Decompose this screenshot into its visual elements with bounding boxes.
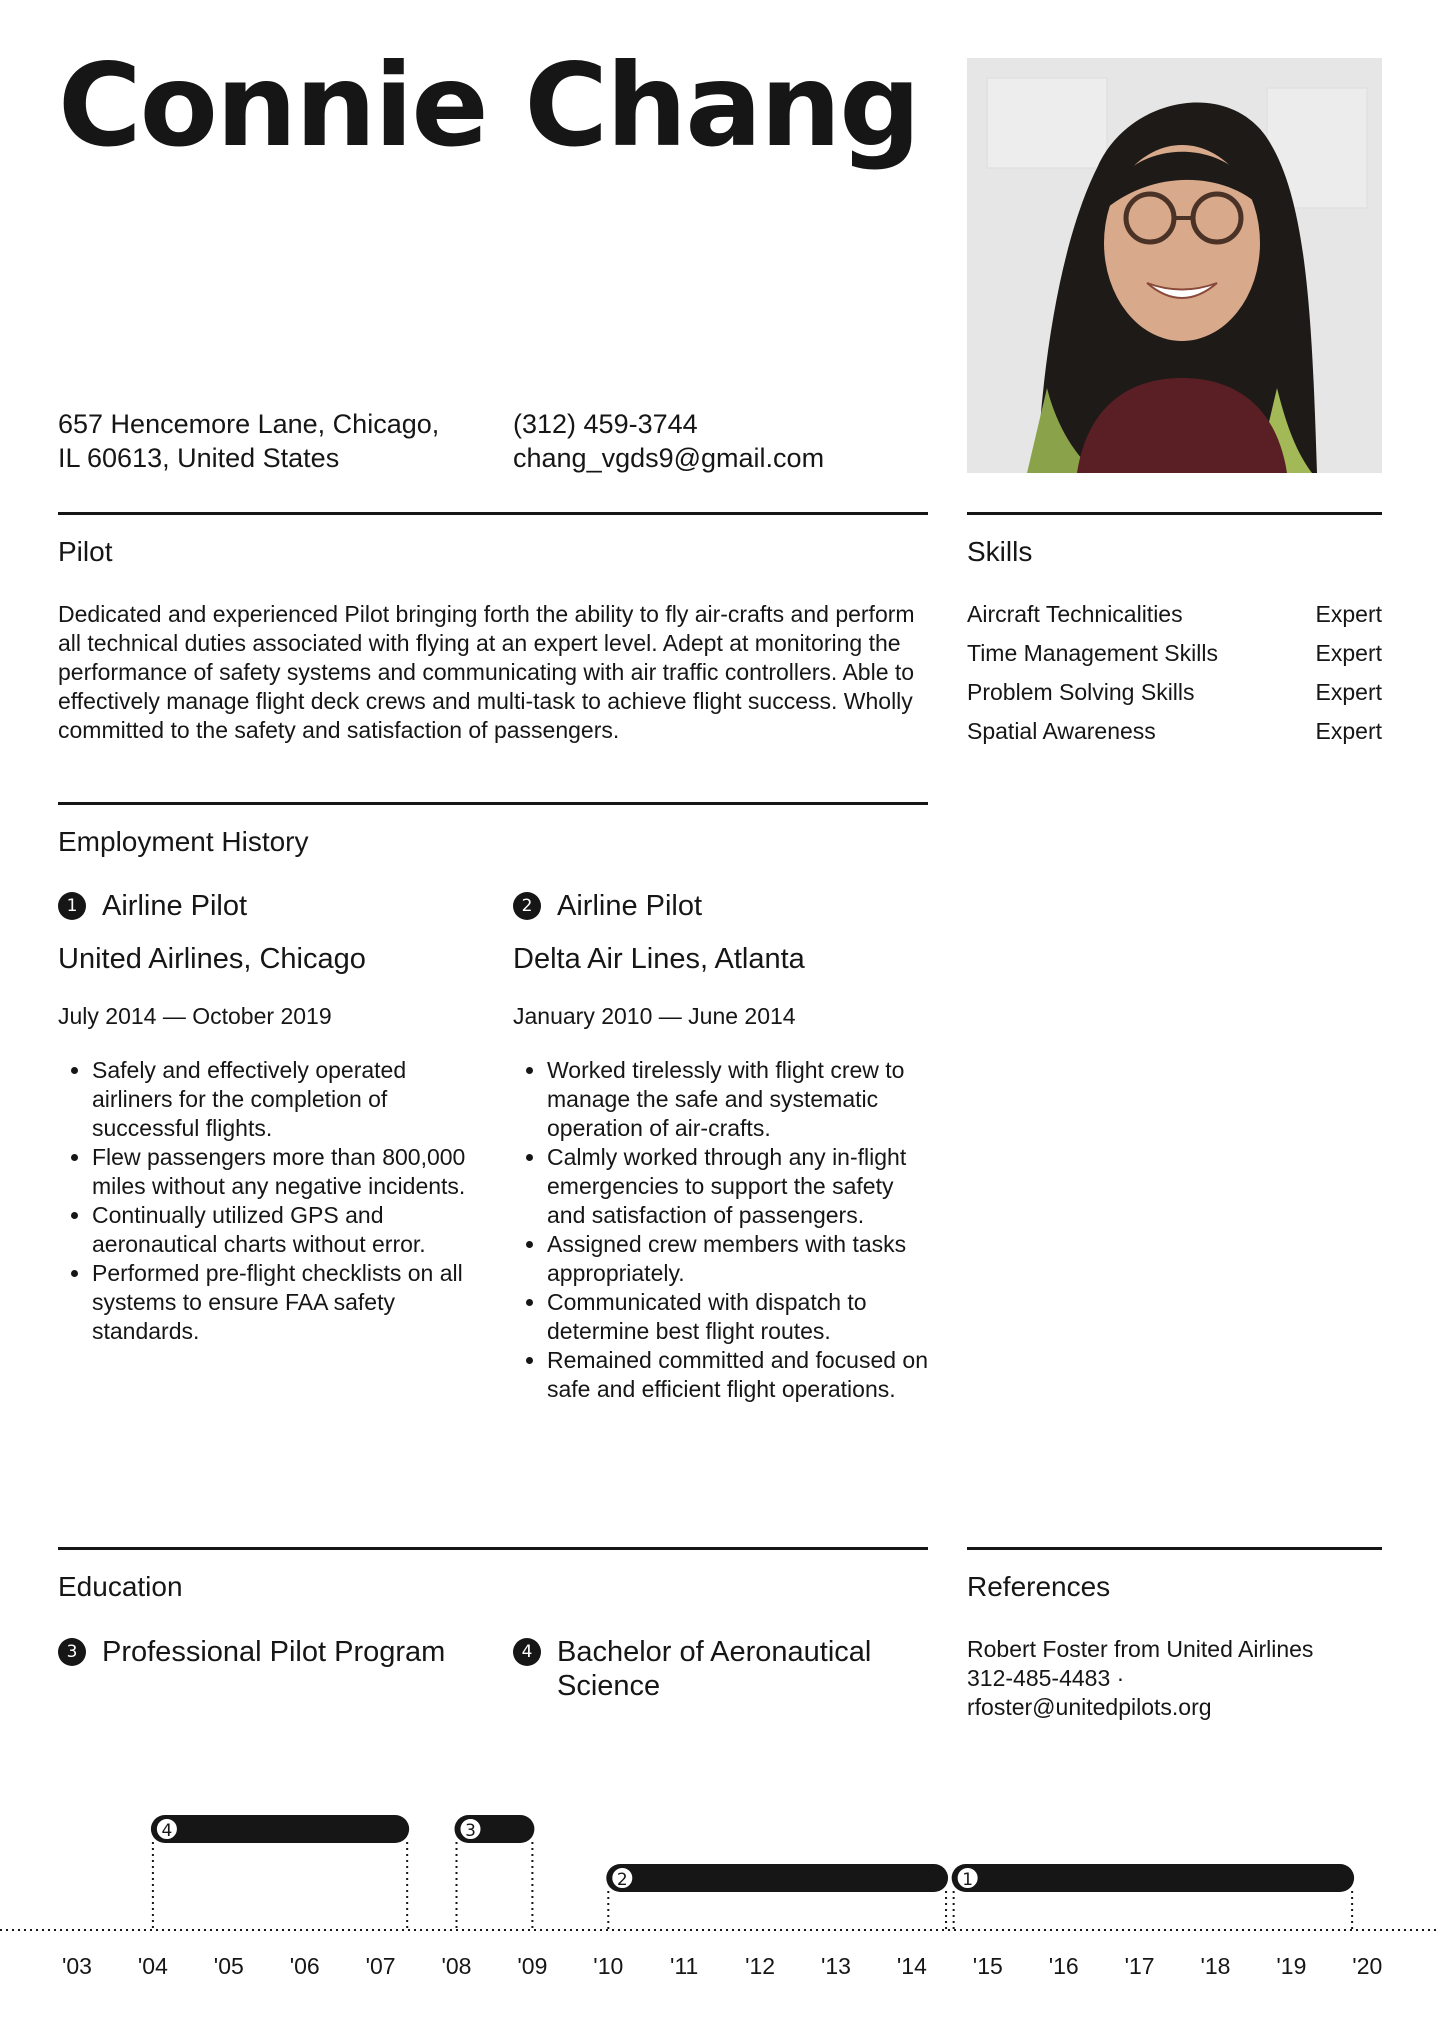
section-divider: [967, 512, 1382, 515]
timeline-year-label: '06: [289, 1953, 320, 1979]
timeline-year-label: '08: [441, 1953, 472, 1979]
job-bullet: • Performed pre-flight checklists on all systems to ensure FAA safety standards.: [92, 1259, 473, 1346]
timeline-bar-number: 3: [465, 1821, 476, 1841]
address-line-2: IL 60613, United States: [58, 443, 340, 473]
job-number-badge: 1: [58, 892, 86, 920]
timeline-year-label: '12: [745, 1953, 776, 1979]
timeline-year-label: '17: [1124, 1953, 1155, 1979]
section-divider: [58, 802, 928, 805]
address-line-1: 657 Hencemore Lane, Chicago,: [58, 409, 440, 439]
timeline-year-label: '14: [896, 1953, 927, 1979]
education-number-badge: 3: [58, 1638, 86, 1666]
job-bullet: • Flew passengers more than 800,000 miles without any negative incidents.: [92, 1143, 473, 1201]
job-entry: [58, 888, 473, 1346]
education-number-badge: 4: [513, 1638, 541, 1666]
education-heading: Education: [58, 1571, 183, 1602]
skill-name: Spatial Awareness: [967, 718, 1156, 744]
job-bullet: • Worked tirelessly with flight crew to manage the safe and systematic operation of air-crafts.: [547, 1056, 933, 1143]
job-bullet: • Safely and effectively operated airliners for the completion of successful flights.: [92, 1056, 473, 1143]
reference-name: Robert Foster from United Airlines: [967, 1636, 1314, 1662]
skill-row: [967, 678, 1382, 707]
job-number-badge: 2: [513, 892, 541, 920]
skill-row: [967, 717, 1382, 746]
skill-level: Expert: [1315, 718, 1382, 744]
timeline-year-label: '09: [517, 1953, 548, 1979]
education-title: Professional Pilot Program: [102, 1636, 446, 1668]
profile-photo: [967, 58, 1382, 473]
timeline-year-label: '19: [1276, 1953, 1307, 1979]
job-title: [513, 888, 933, 924]
education-entry: [58, 1635, 478, 1669]
timeline-year-label: '05: [213, 1953, 244, 1979]
timeline-year-label: '11: [670, 1953, 699, 1979]
job-bullet: • Continually utilized GPS and aeronautical charts without error.: [92, 1201, 473, 1259]
skill-name: Problem Solving Skills: [967, 679, 1195, 705]
job-bullet: • Calmly worked through any in-flight emergencies to support the safety and satisfaction of passengers.: [547, 1143, 933, 1230]
skill-level: Expert: [1315, 601, 1382, 627]
phone-number: (312) 459-3744: [513, 409, 698, 439]
section-divider: [967, 1547, 1382, 1550]
job-title-text: Airline Pilot: [102, 890, 248, 922]
section-divider: [58, 512, 928, 515]
job-bullet: • Communicated with dispatch to determine best flight routes.: [547, 1288, 933, 1346]
profile-heading: Pilot: [58, 536, 113, 567]
job-entry: [513, 888, 933, 1404]
timeline-year-label: '16: [1048, 1953, 1079, 1979]
email-address: chang_vgds9@gmail.com: [513, 443, 825, 473]
job-bullets: [58, 1056, 473, 1346]
reference-email: rfoster@unitedpilots.org: [967, 1694, 1212, 1720]
timeline-year-label: '10: [593, 1953, 624, 1979]
job-company: United Airlines, Chicago: [58, 943, 366, 975]
timeline-year-label: '04: [137, 1953, 168, 1979]
skill-name: Aircraft Technicalities: [967, 601, 1183, 627]
job-title: [58, 888, 473, 924]
education-entry: [513, 1635, 913, 1703]
timeline-year-label: '13: [821, 1953, 851, 1979]
timeline-bar-number: 2: [616, 1870, 628, 1890]
timeline-bar: [952, 1864, 1354, 1892]
job-company: Delta Air Lines, Atlanta: [513, 943, 805, 975]
timeline-year-label: '20: [1352, 1953, 1383, 1979]
section-divider: [58, 1547, 928, 1550]
skill-name: Time Management Skills: [967, 640, 1218, 666]
education-title: Bachelor of Aeronautical Science: [557, 1636, 872, 1702]
job-bullet: • Remained committed and focused on safe and efficient flight operations.: [547, 1346, 933, 1404]
reference-phone: 312-485-4483 ·: [967, 1665, 1125, 1691]
timeline-bar: [606, 1864, 948, 1892]
employment-heading: Employment History: [58, 826, 309, 857]
skills-list: [967, 600, 1382, 746]
timeline-year-label: '15: [972, 1953, 1003, 1979]
timeline-bar: [151, 1815, 409, 1843]
skills-heading: Skills: [967, 536, 1033, 567]
timeline-year-label: '07: [365, 1953, 396, 1979]
skill-level: Expert: [1315, 640, 1382, 666]
timeline-year-label: '18: [1200, 1953, 1231, 1979]
timeline-year-label: '03: [62, 1953, 92, 1979]
skill-row: [967, 600, 1382, 629]
portrait-image: [967, 58, 1382, 473]
job-title-text: Airline Pilot: [557, 890, 703, 922]
job-dates: July 2014 — October 2019: [58, 1003, 332, 1029]
job-bullets: [513, 1056, 933, 1404]
references-heading: References: [967, 1571, 1111, 1602]
skill-level: Expert: [1315, 679, 1382, 705]
timeline-bar-number: 4: [161, 1821, 173, 1841]
job-bullet: • Assigned crew members with tasks appropriately.: [547, 1230, 933, 1288]
job-dates: January 2010 — June 2014: [513, 1003, 796, 1029]
profile-summary: Dedicated and experienced Pilot bringing forth the ability to fly air-crafts and perform all technical duties associated with flying at an expert level. Adept at monitoring the performance of safety systems and communicating with air traffic controllers. Able to effectively manage flight deck crews and multi-task to achieve flight success. Wholly committed to the safety and satisfaction of passengers.: [58, 601, 915, 743]
career-timeline: [0, 1800, 1440, 1980]
skill-row: [967, 639, 1382, 668]
timeline-bar-number: 1: [962, 1870, 974, 1890]
candidate-name: Connie Chang: [58, 39, 919, 172]
